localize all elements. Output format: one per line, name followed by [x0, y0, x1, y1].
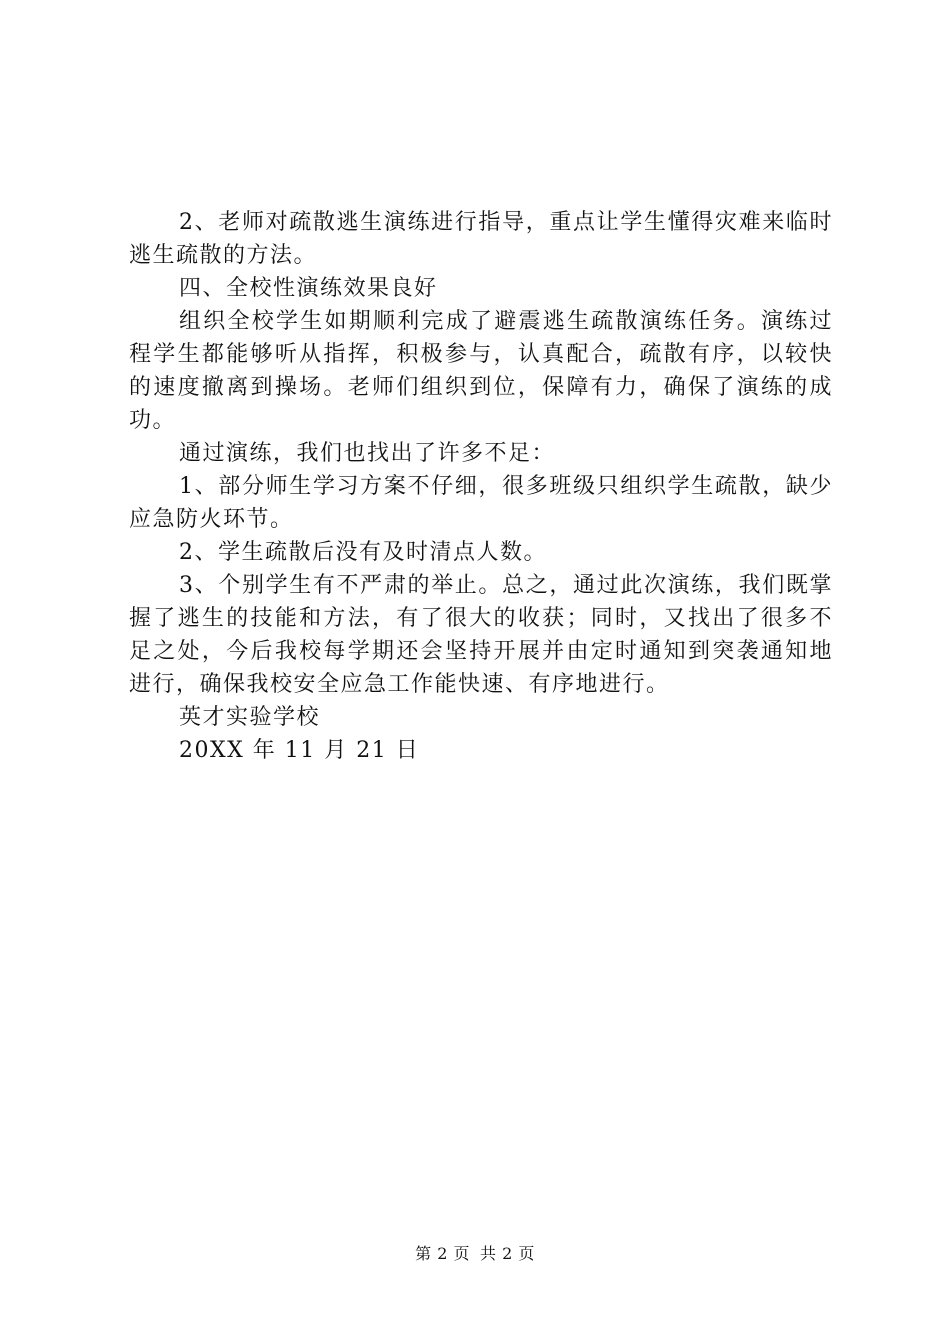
paragraph-shortcomings-intro: 通过演练，我们也找出了许多不足：: [179, 441, 556, 466]
paragraph-drill-summary: 组织全校学生如期顺利完成了避震逃生疏散演练任务。演练过程学生都能够听从指挥，积极参与，认真配合，疏散有序，以较快的速度撤离到操场。老师们组织到位，保障有力，确保了演练的成功。: [129, 309, 833, 433]
page-number-current: 第 2 页: [415, 1244, 470, 1263]
paragraph-shortcoming-3: 3、个别学生有不严肃的举止。总之，通过此次演练，我们既掌握了逃生的技能和方法，有了很大的收获；同时，又找出了很多不足之处，今后我校每学期还会坚持开展并由定时通知到突袭通知地进行，确保我校安全应急工作能快速、有序地进行。: [129, 573, 833, 697]
page-footer: [0, 1244, 950, 1264]
page-number-total: 共 2 页: [480, 1244, 535, 1263]
document-body: [129, 206, 833, 767]
paragraph-shortcoming-1: 1、部分师生学习方案不仔细，很多班级只组织学生疏散，缺少应急防火环节。: [129, 474, 833, 532]
signature-school-name: 英才实验学校: [179, 705, 321, 730]
section-heading-drill-result: 四、全校性演练效果良好: [179, 276, 438, 301]
signature-date: 20XX 年 11 月 21 日: [179, 738, 420, 763]
paragraph-teacher-guidance: 2、老师对疏散逃生演练进行指导，重点让学生懂得灾难来临时逃生疏散的方法。: [129, 210, 833, 268]
paragraph-shortcoming-2: 2、学生疏散后没有及时清点人数。: [179, 540, 547, 565]
